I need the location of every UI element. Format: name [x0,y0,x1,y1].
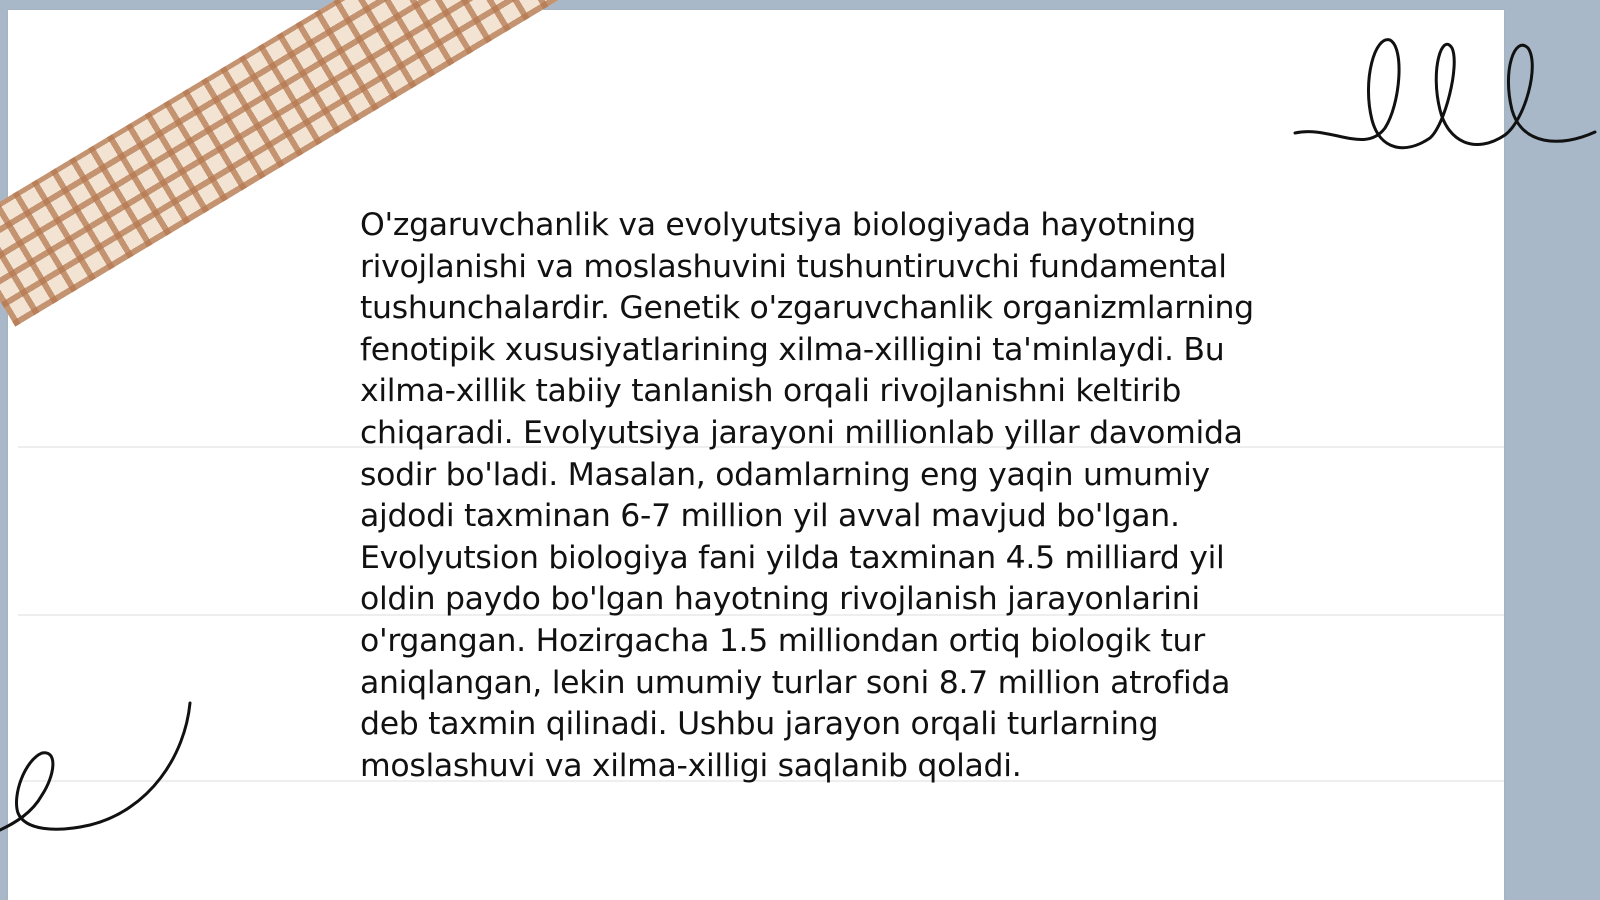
scribble-loop-icon [0,695,210,845]
scribble-loops-icon [1290,30,1600,170]
body-paragraph: O'zgaruvchanlik va evolyutsiya biologiyada hayotning rivojlanishi va moslashuvini tushuntiruvchi fundamental tushunchalardir. Genetik o'zgaruvchanlik organizmlarning fenotipik xususiyatlarining xilma-xilligini ta'minlaydi. Bu xilma-xillik tabiiy tanlanish orqali rivojlanishni keltirib chiqaradi. Evolyutsiya jarayoni millionlab yillar davomida sodir bo'ladi. Masalan, odamlarning eng yaqin umumiy ajdodi taxminan 6-7 million yil avval mavjud bo'lgan. Evolyutsion biologiya fani yilda taxminan 4.5 milliard yil oldin paydo bo'lgan hayotning rivojlanish jarayonlarini o'rgangan. Hozirgacha 1.5 milliondan ortiq biologik tur aniqlangan, lekin umumiy turlar soni 8.7 million atrofida deb taxmin qilinadi. Ushbu jarayon orqali turlarning moslashuvi va xilma-xilligi saqlanib qoladi. [360,207,1254,784]
